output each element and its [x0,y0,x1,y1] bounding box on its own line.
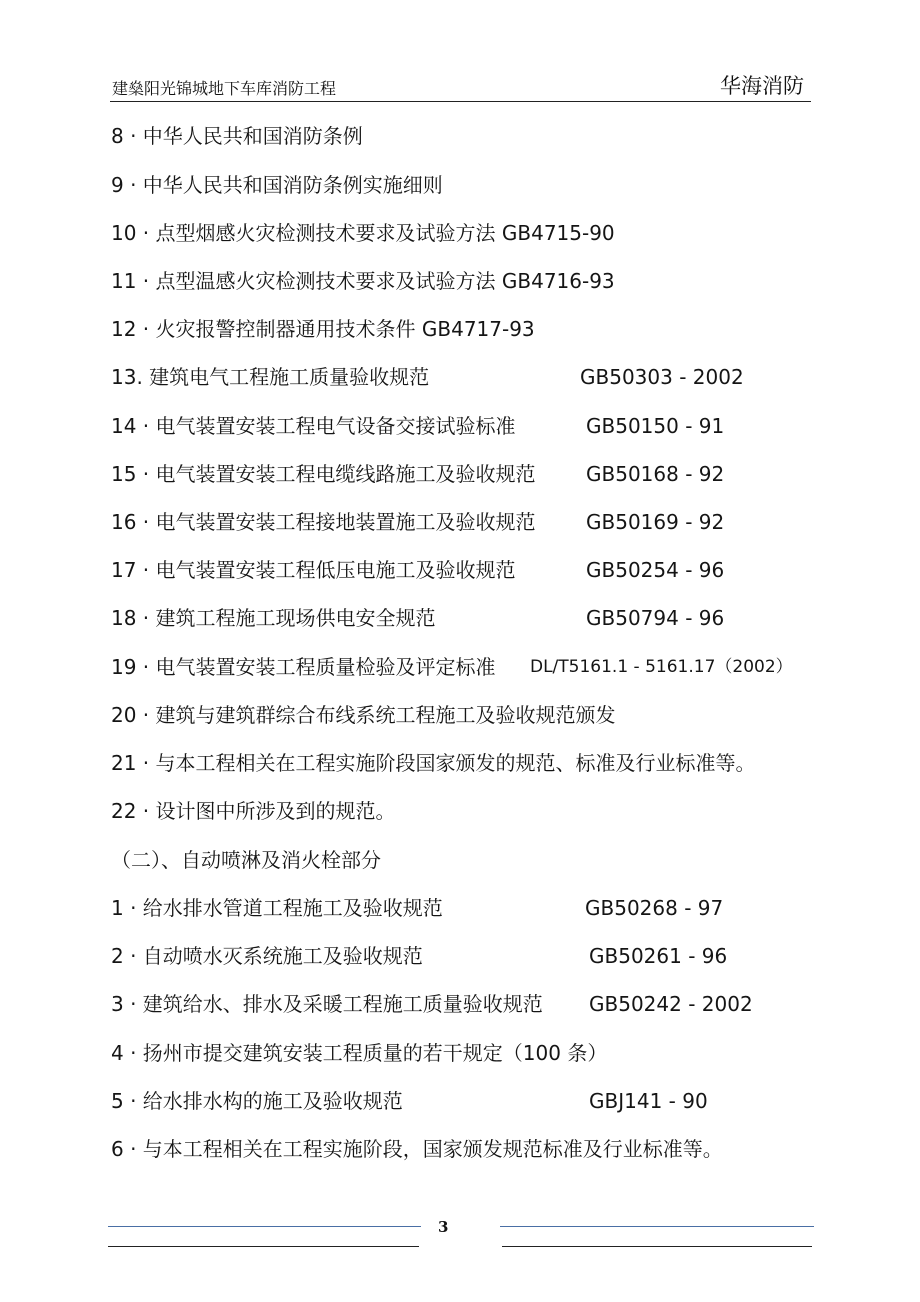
standard-code: GB50168 - 92 [586,462,725,486]
standard-item-18 [111,603,811,633]
footer-rule-right-blue [500,1226,814,1227]
standard-title: 6 · 与本工程相关在工程实施阶段，国家颁发规范标准及行业标准等。 [111,1137,723,1161]
standard-code: GB50242 - 2002 [589,992,753,1016]
standard-code: GB50303 - 2002 [580,365,744,389]
standard-title: 13. 建筑电气工程施工质量验收规范 [111,365,430,389]
standard-item-22 [111,796,396,826]
standard-code: DL/T5161.1 - 5161.17（2002） [530,657,793,677]
header-rule [110,101,811,102]
standard-title: 3 · 建筑给水、排水及采暖工程施工质量验收规范 [111,992,543,1016]
section-title: （二）、自动喷淋及消火栓部分 [111,848,381,872]
standard-code: GBJ141 - 90 [589,1089,708,1113]
sprinkler-item-6 [111,1134,723,1164]
footer-rule-left [108,1246,419,1247]
standard-item-14 [111,411,811,441]
sprinkler-item-1 [111,893,811,923]
standard-title: 10 · 点型烟感火灾检测技术要求及试验方法 GB4715-90 [111,221,615,245]
standard-item-16 [111,507,811,537]
standard-item-17 [111,555,811,585]
standard-title: 12 · 火灾报警控制器通用技术条件 GB4717-93 [111,317,535,341]
header-project-title: 建燊阳光锦城地下车库消防工程 [112,79,337,98]
standard-title: 17 · 电气装置安装工程低压电施工及验收规范 [111,558,516,582]
standard-title: 18 · 建筑工程施工现场供电安全规范 [111,606,436,630]
standard-code: GB50268 - 97 [585,896,724,920]
standard-title: 20 · 建筑与建筑群综合布线系统工程施工及验收规范颁发 [111,703,616,727]
standard-item-15 [111,459,811,489]
standard-title: 19 · 电气装置安装工程质量检验及评定标准 [111,655,496,679]
standard-title: 15 · 电气装置安装工程电缆线路施工及验收规范 [111,462,536,486]
standard-code: GB50794 - 96 [586,606,725,630]
standard-item-12 [111,314,535,344]
standard-title: 1 · 给水排水管道工程施工及验收规范 [111,896,443,920]
standard-title: 14 · 电气装置安装工程电气设备交接试验标准 [111,414,516,438]
sprinkler-item-2 [111,941,811,971]
standard-title: 16 · 电气装置安装工程接地装置施工及验收规范 [111,510,536,534]
standard-title: 11 · 点型温感火灾检测技术要求及试验方法 GB4716-93 [111,269,615,293]
standard-item-9 [111,170,443,200]
section-heading [111,845,381,875]
standard-title: 2 · 自动喷水灭系统施工及验收规范 [111,944,423,968]
standard-title: 5 · 给水排水构的施工及验收规范 [111,1089,403,1113]
standard-code: GB50169 - 92 [586,510,725,534]
standard-item-19 [111,652,811,682]
standard-title: 21 · 与本工程相关在工程实施阶段国家颁发的规范、标准及行业标准等。 [111,751,756,775]
standard-title: 8 · 中华人民共和国消防条例 [111,124,363,148]
header-company-name: 华海消防 [720,74,804,98]
standard-code: GB50150 - 91 [586,414,725,438]
sprinkler-item-3 [111,989,811,1019]
standard-title: 9 · 中华人民共和国消防条例实施细则 [111,173,443,197]
footer-rule-right [502,1246,812,1247]
footer-rule-left-blue [108,1226,421,1227]
standard-item-10 [111,218,615,248]
standard-item-21 [111,748,756,778]
sprinkler-item-4 [111,1038,607,1068]
standard-code: GB50261 - 96 [589,944,728,968]
standard-title: 22 · 设计图中所涉及到的规范。 [111,799,396,823]
standard-item-13 [111,362,811,392]
standard-item-11 [111,266,615,296]
standard-code: GB50254 - 96 [586,558,725,582]
page-number: 3 [438,1218,449,1236]
sprinkler-item-5 [111,1086,811,1116]
standard-title: 4 · 扬州市提交建筑安装工程质量的若干规定（100 条） [111,1041,608,1065]
standard-item-20 [111,700,616,730]
standard-item-8 [111,121,363,151]
